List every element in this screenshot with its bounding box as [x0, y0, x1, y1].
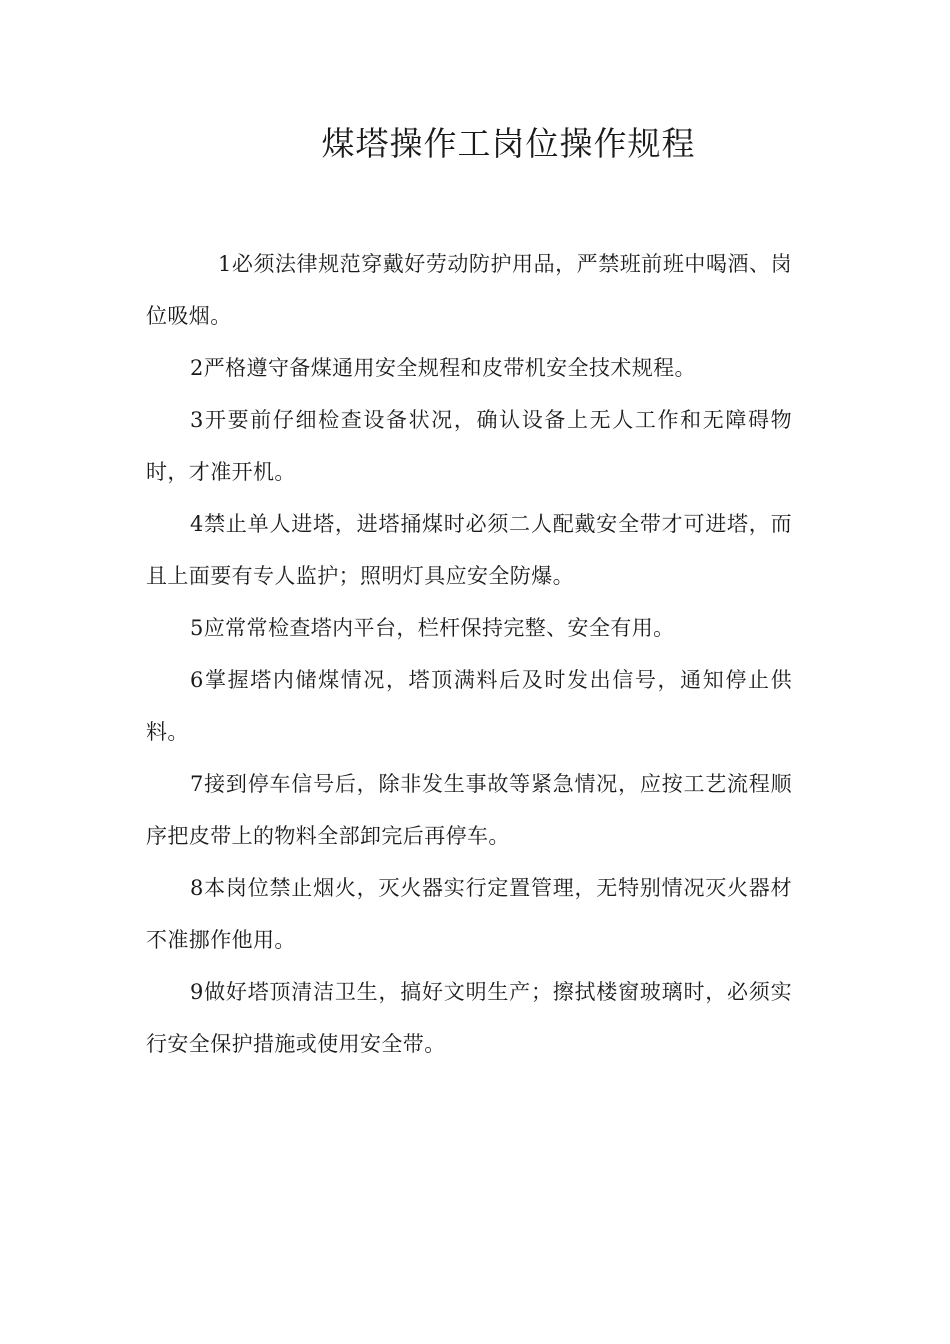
rule-paragraph-3: 3开要前仔细检查设备状况，确认设备上无人工作和无障碍物时，才准开机。 — [146, 408, 792, 484]
document-body — [146, 238, 792, 1070]
document-title: 煤塔操作工岗位操作规程 — [321, 124, 696, 163]
rule-paragraph-2: 2严格遵守备煤通用安全规程和皮带机安全技术规程。 — [190, 356, 696, 380]
rule-paragraph-6: 6掌握塔内储煤情况，塔顶满料后及时发出信号，通知停止供料。 — [146, 668, 792, 744]
rule-paragraph-1: 1必须法律规范穿戴好劳动防护用品，严禁班前班中喝酒、岗位吸烟。 — [146, 252, 792, 328]
rule-paragraph-9: 9做好塔顶清洁卫生，搞好文明生产；擦拭楼窗玻璃时，必须实行安全保护措施或使用安全带。 — [146, 980, 792, 1056]
rule-paragraph-8: 8本岗位禁止烟火，灭火器实行定置管理，无特别情况灭火器材不准挪作他用。 — [146, 876, 792, 952]
rule-paragraph-7: 7接到停车信号后，除非发生事故等紧急情况，应按工艺流程顺序把皮带上的物料全部卸完后再停车。 — [146, 772, 792, 848]
rule-paragraph-4: 4禁止单人进塔，进塔捅煤时必须二人配戴安全带才可进塔，而且上面要有专人监护；照明灯具应安全防爆。 — [146, 512, 792, 588]
rule-paragraph-5: 5应常常检查塔内平台，栏杆保持完整、安全有用。 — [190, 616, 675, 640]
